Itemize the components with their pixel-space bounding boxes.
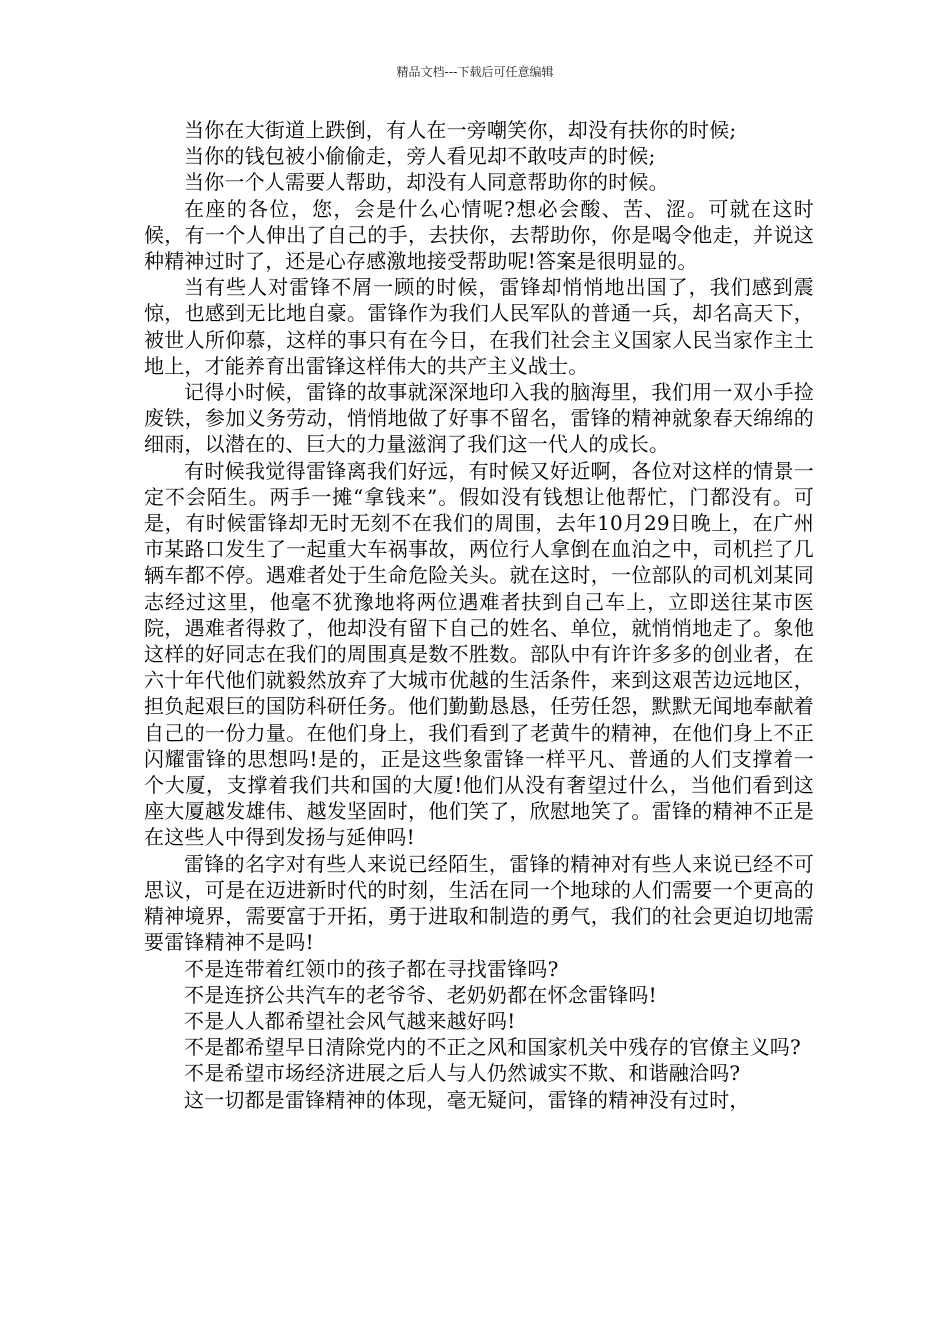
paragraph: 不是人人都希望社会风气越来越好吗!: [184, 1008, 516, 1033]
paragraph: 当你的钱包被小偷偷走，旁人看见却不敢吱声的时候;: [184, 144, 656, 169]
paragraph: 不是连挤公共汽车的老爷爷、老奶奶都在怀念雷锋吗!: [184, 982, 657, 1007]
paragraph: 当有些人对雷锋不屑一顾的时候，雷锋却悄悄地出国了，我们感到震惊，也感到无比地自豪。雷锋作为我们人民军队的普通一兵，却名高天下，被世人所仰慕，这样的事只有在今日，在我们社会主义国家人民当家作主土地上，才能养育出雷锋这样伟大的共产主义战士。: [144, 275, 814, 378]
paragraph: 在座的各位，您，会是什么心情呢?想必会酸、苦、涩。可就在这时候，有一个人伸出了自己的手，去扶你，去帮助你，你是喝令他走，并说这种精神过时了，还是心存感激地接受帮助呢!答案是很明显的。: [144, 196, 814, 274]
paragraph: 不是都希望早日清除党内的不正之风和国家机关中残存的官僚主义吗?: [184, 1035, 801, 1060]
paragraph: 这一切都是雷锋精神的体现，毫无疑问，雷锋的精神没有过时，: [184, 1087, 750, 1112]
paragraph: 雷锋的名字对有些人来说已经陌生，雷锋的精神对有些人来说已经不可思议，可是在迈进新时代的时刻，生活在同一个地球的人们需要一个更高的精神境界，需要富于开拓，勇于进取和制造的勇气，我们的社会更迫切地需要雷锋精神不是吗!: [144, 851, 814, 955]
paragraph: 当你在大街道上跌倒，有人在一旁嘲笑你，却没有扶你的时候;: [184, 118, 737, 142]
paragraph: 当你一个人需要人帮助，却没有人同意帮助你的时候。: [184, 170, 669, 195]
document-body: [144, 117, 814, 1113]
paragraph: 记得小时候，雷锋的故事就深深地印入我的脑海里，我们用一双小手捡废铁，参加义务劳动，悄悄地做了好事不留名，雷锋的精神就象春天绵绵的细雨，以潜在的、巨大的力量滋润了我们这一代人的成长。: [144, 380, 814, 457]
page-header: 精品文档---下载后可任意编辑: [396, 65, 554, 79]
paragraph: 不是连带着红领巾的孩子都在寻找雷锋吗?: [184, 956, 559, 981]
paragraph: 不是希望市场经济进展之后人与人仍然诚实不欺、和谐融洽吗?: [184, 1061, 741, 1086]
paragraph: 有时候我觉得雷锋离我们好远，有时候又好近啊，各位对这样的情景一定不会陌生。两手一摊“拿钱来”。假如没有钱想让他帮忙，门都没有。可是，有时候雷锋却无时无刻不在我们的周围，去年10月29日晚上，在广州市某路口发生了一起重大车祸事故，两位行人拿倒在血泊之中，司机拦了几辆车都不停。遇难者处于生命危险关头。就在这时，一位部队的司机刘某同志经过这里，他毫不犹豫地将两位遇难者扶到自己车上，立即送往某市医院，遇难者得救了，他却没有留下自己的姓名、单位，就悄悄地走了。象他这样的好同志在我们的周围真是数不胜数。部队中有许许多多的创业者，在六十年代他们就毅然放弃了大城市优越的生活条件，来到这艰苦边远地区，担负起艰巨的国防科研任务。他们勤勤恳恳，任劳任怨，默默无闻地奉献着自己的一份力量。在他们身上，我们看到了老黄牛的精神，在他们身上不正闪耀雷锋的思想吗!是的，正是这些象雷锋一样平凡、普通的人们支撑着一个大厦，支撑着我们共和国的大厦!他们从没有奢望过什么，当他们看到这座大厦越发雄伟、越发坚固时，他们笑了，欣慰地笑了。雷锋的精神不正是在这些人中得到发扬与延伸吗!: [144, 458, 814, 850]
